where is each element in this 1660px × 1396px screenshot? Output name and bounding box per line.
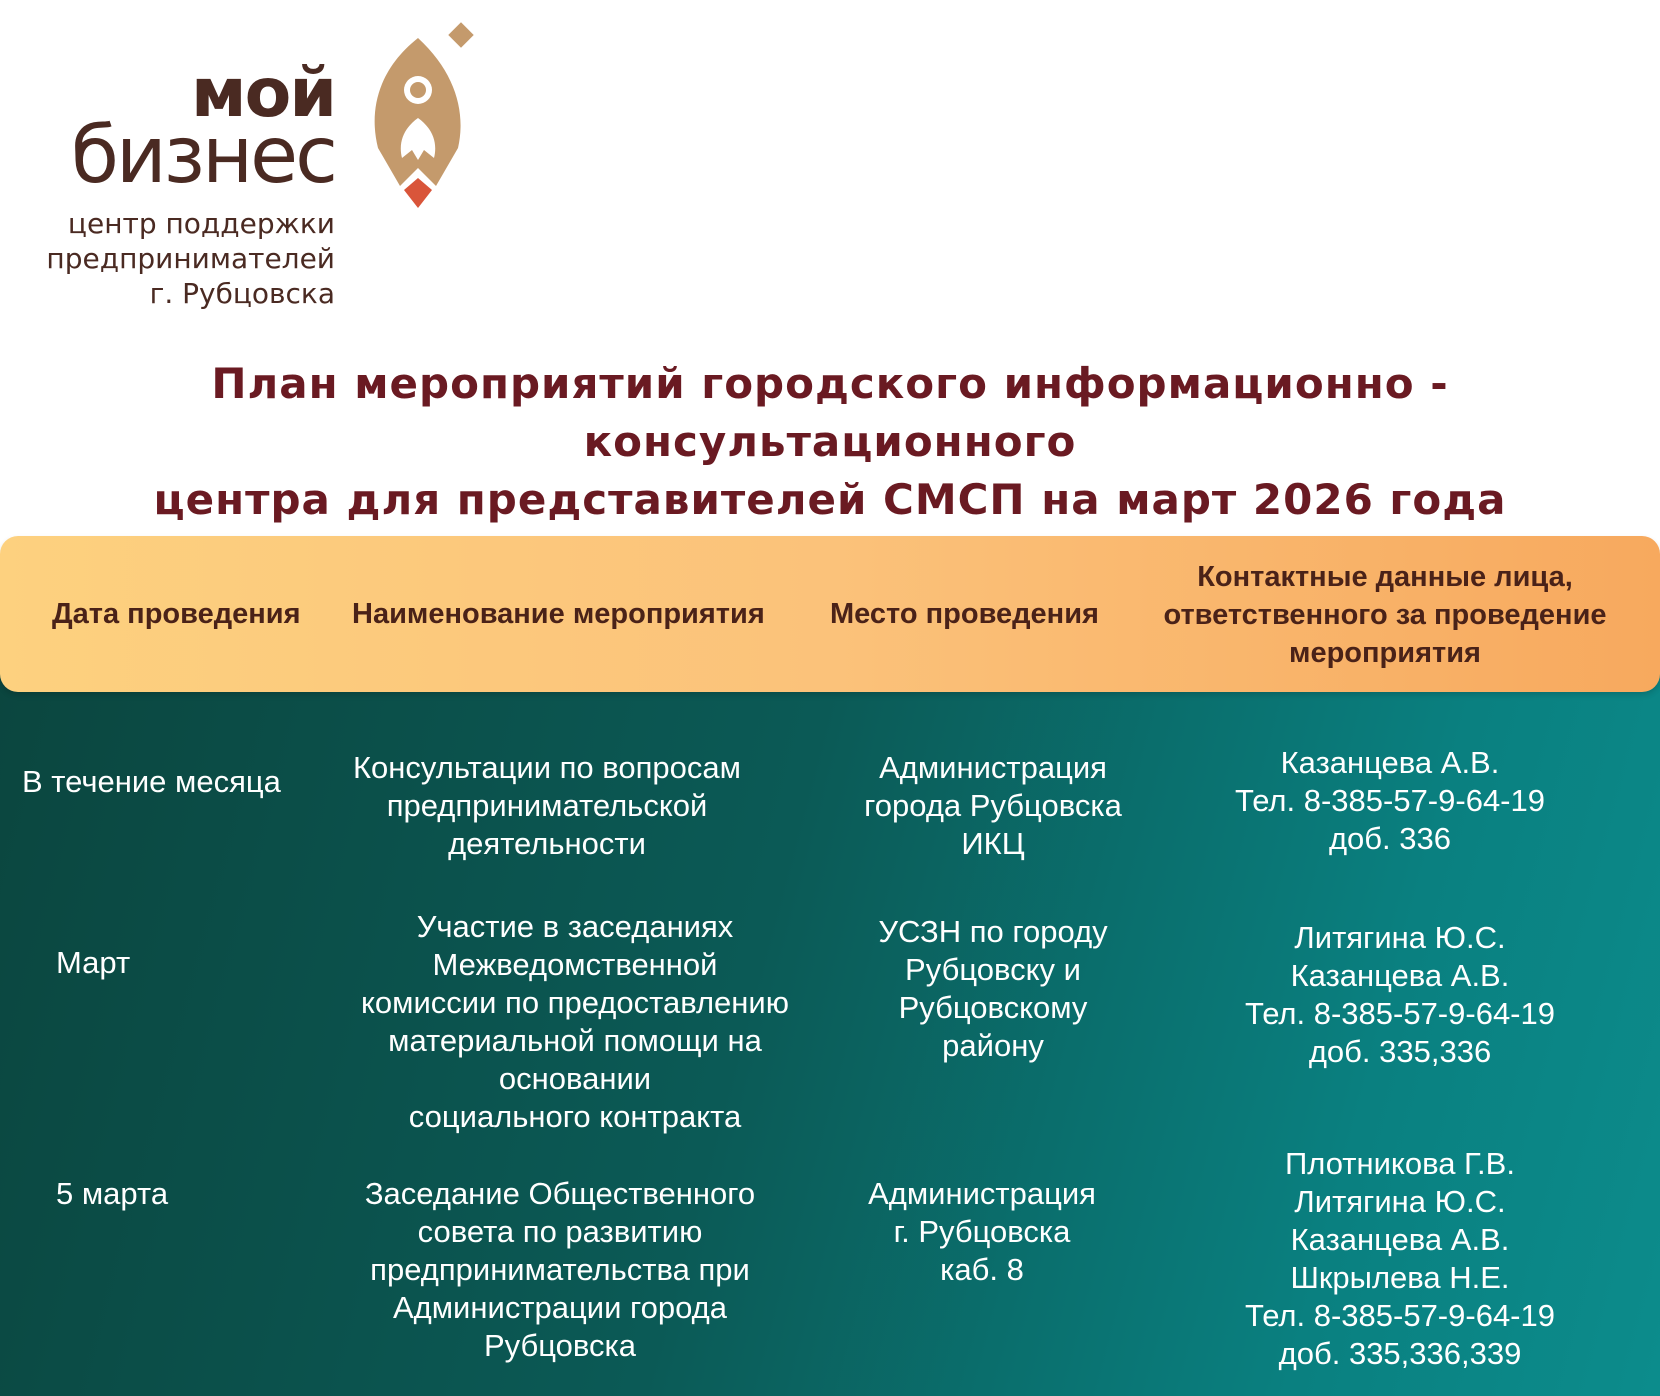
row1-date: В течение месяца [22, 764, 281, 799]
row3-contact-line: Литягина Ю.С. [1294, 1184, 1506, 1219]
rocket-icon [360, 18, 500, 228]
row3-name-line: предпринимательства при [370, 1252, 750, 1287]
row1-contact-line: Казанцева А.В. [1280, 745, 1500, 780]
row2-place-line: Рубцовскому [898, 990, 1088, 1025]
row3-contact-line: Шкрылева Н.Е. [1290, 1260, 1510, 1295]
header-date: Дата проведения [52, 598, 301, 630]
page-title-line: План мероприятий городского информационно - консультационного [211, 359, 1449, 466]
logo-subtitle [46, 206, 335, 311]
row1-place [843, 749, 1143, 863]
row2-name-line: социального контракта [408, 1099, 742, 1134]
row1-contact-line: доб. 336 [1328, 821, 1452, 856]
row1-name-line: предпринимательской [386, 788, 708, 823]
row2-name-line: Участие в заседаниях [416, 909, 734, 944]
row2-place-line: УСЗН по городу [878, 914, 1108, 949]
logo-subtitle-line: г. Рубцовска [149, 277, 335, 310]
row1-place-line: города Рубцовска [864, 788, 1122, 823]
logo-subtitle-line: центр поддержки [67, 207, 335, 240]
table-header [0, 536, 1660, 692]
row1-place-line: Администрация [879, 750, 1107, 785]
row3-contact-line: доб. 335,336,339 [1278, 1336, 1522, 1371]
row2-contact [1230, 919, 1570, 1071]
logo [30, 18, 490, 308]
row1-place-line: ИКЦ [961, 826, 1025, 861]
row3-contact-line: Тел. 8-385-57-9-64-19 [1245, 1298, 1555, 1333]
row2-name-line: Межведомственной [432, 947, 718, 982]
row3-name-line: Рубцовска [483, 1328, 637, 1363]
row3-place-line: каб. 8 [940, 1252, 1024, 1287]
row1-contact [1220, 744, 1560, 858]
row2-contact-line: Казанцева А.В. [1290, 958, 1510, 993]
header-place: Место проведения [830, 598, 1099, 630]
page-title-line: центра для представителей СМСП на март 2026 года [153, 475, 1507, 524]
header-contact-line: ответственного за проведение [1163, 599, 1607, 631]
logo-word-moi: мой [191, 54, 335, 133]
row3-place-line: г. Рубцовска [893, 1214, 1071, 1249]
row3-contact-line: Казанцева А.В. [1290, 1222, 1510, 1257]
page-title [60, 355, 1600, 529]
row3-name-line: совета по развитию [417, 1214, 703, 1249]
header-contact-line: мероприятия [1289, 637, 1481, 669]
header-name: Наименование мероприятия [352, 598, 765, 630]
row2-place [843, 913, 1143, 1065]
row2-name-line: комиссии по предоставлению [361, 985, 789, 1020]
row3-date: 5 марта [56, 1176, 169, 1211]
header-contact [1155, 558, 1615, 672]
row3-place-line: Администрация [868, 1176, 1096, 1211]
row3-contact [1230, 1145, 1570, 1373]
logo-word-biznes: бизнес [70, 111, 335, 201]
logo-subtitle-line: предпринимателей [46, 242, 335, 275]
row2-date: Март [56, 945, 131, 980]
row1-name-line: Консультации по вопросам [353, 750, 741, 785]
row1-name-line: деятельности [448, 826, 646, 861]
row2-name [345, 908, 805, 1136]
row3-name-line: Администрации города [392, 1290, 727, 1325]
row2-name-line: материальной помощи на [388, 1023, 762, 1058]
row3-name-line: Заседание Общественного [364, 1176, 756, 1211]
row2-place-line: району [942, 1028, 1044, 1063]
row3-contact-line: Плотникова Г.В. [1285, 1146, 1515, 1181]
row1-contact-line: Тел. 8-385-57-9-64-19 [1235, 783, 1545, 818]
row2-contact-line: доб. 335,336 [1308, 1034, 1492, 1069]
row3-place [832, 1175, 1132, 1289]
row2-contact-line: Литягина Ю.С. [1294, 920, 1506, 955]
header-contact-line: Контактные данные лица, [1197, 561, 1573, 593]
row2-name-line: основании [498, 1061, 652, 1096]
row2-contact-line: Тел. 8-385-57-9-64-19 [1245, 996, 1555, 1031]
row3-name [335, 1175, 785, 1365]
row1-name [322, 749, 772, 863]
row2-place-line: Рубцовску и [905, 952, 1081, 987]
